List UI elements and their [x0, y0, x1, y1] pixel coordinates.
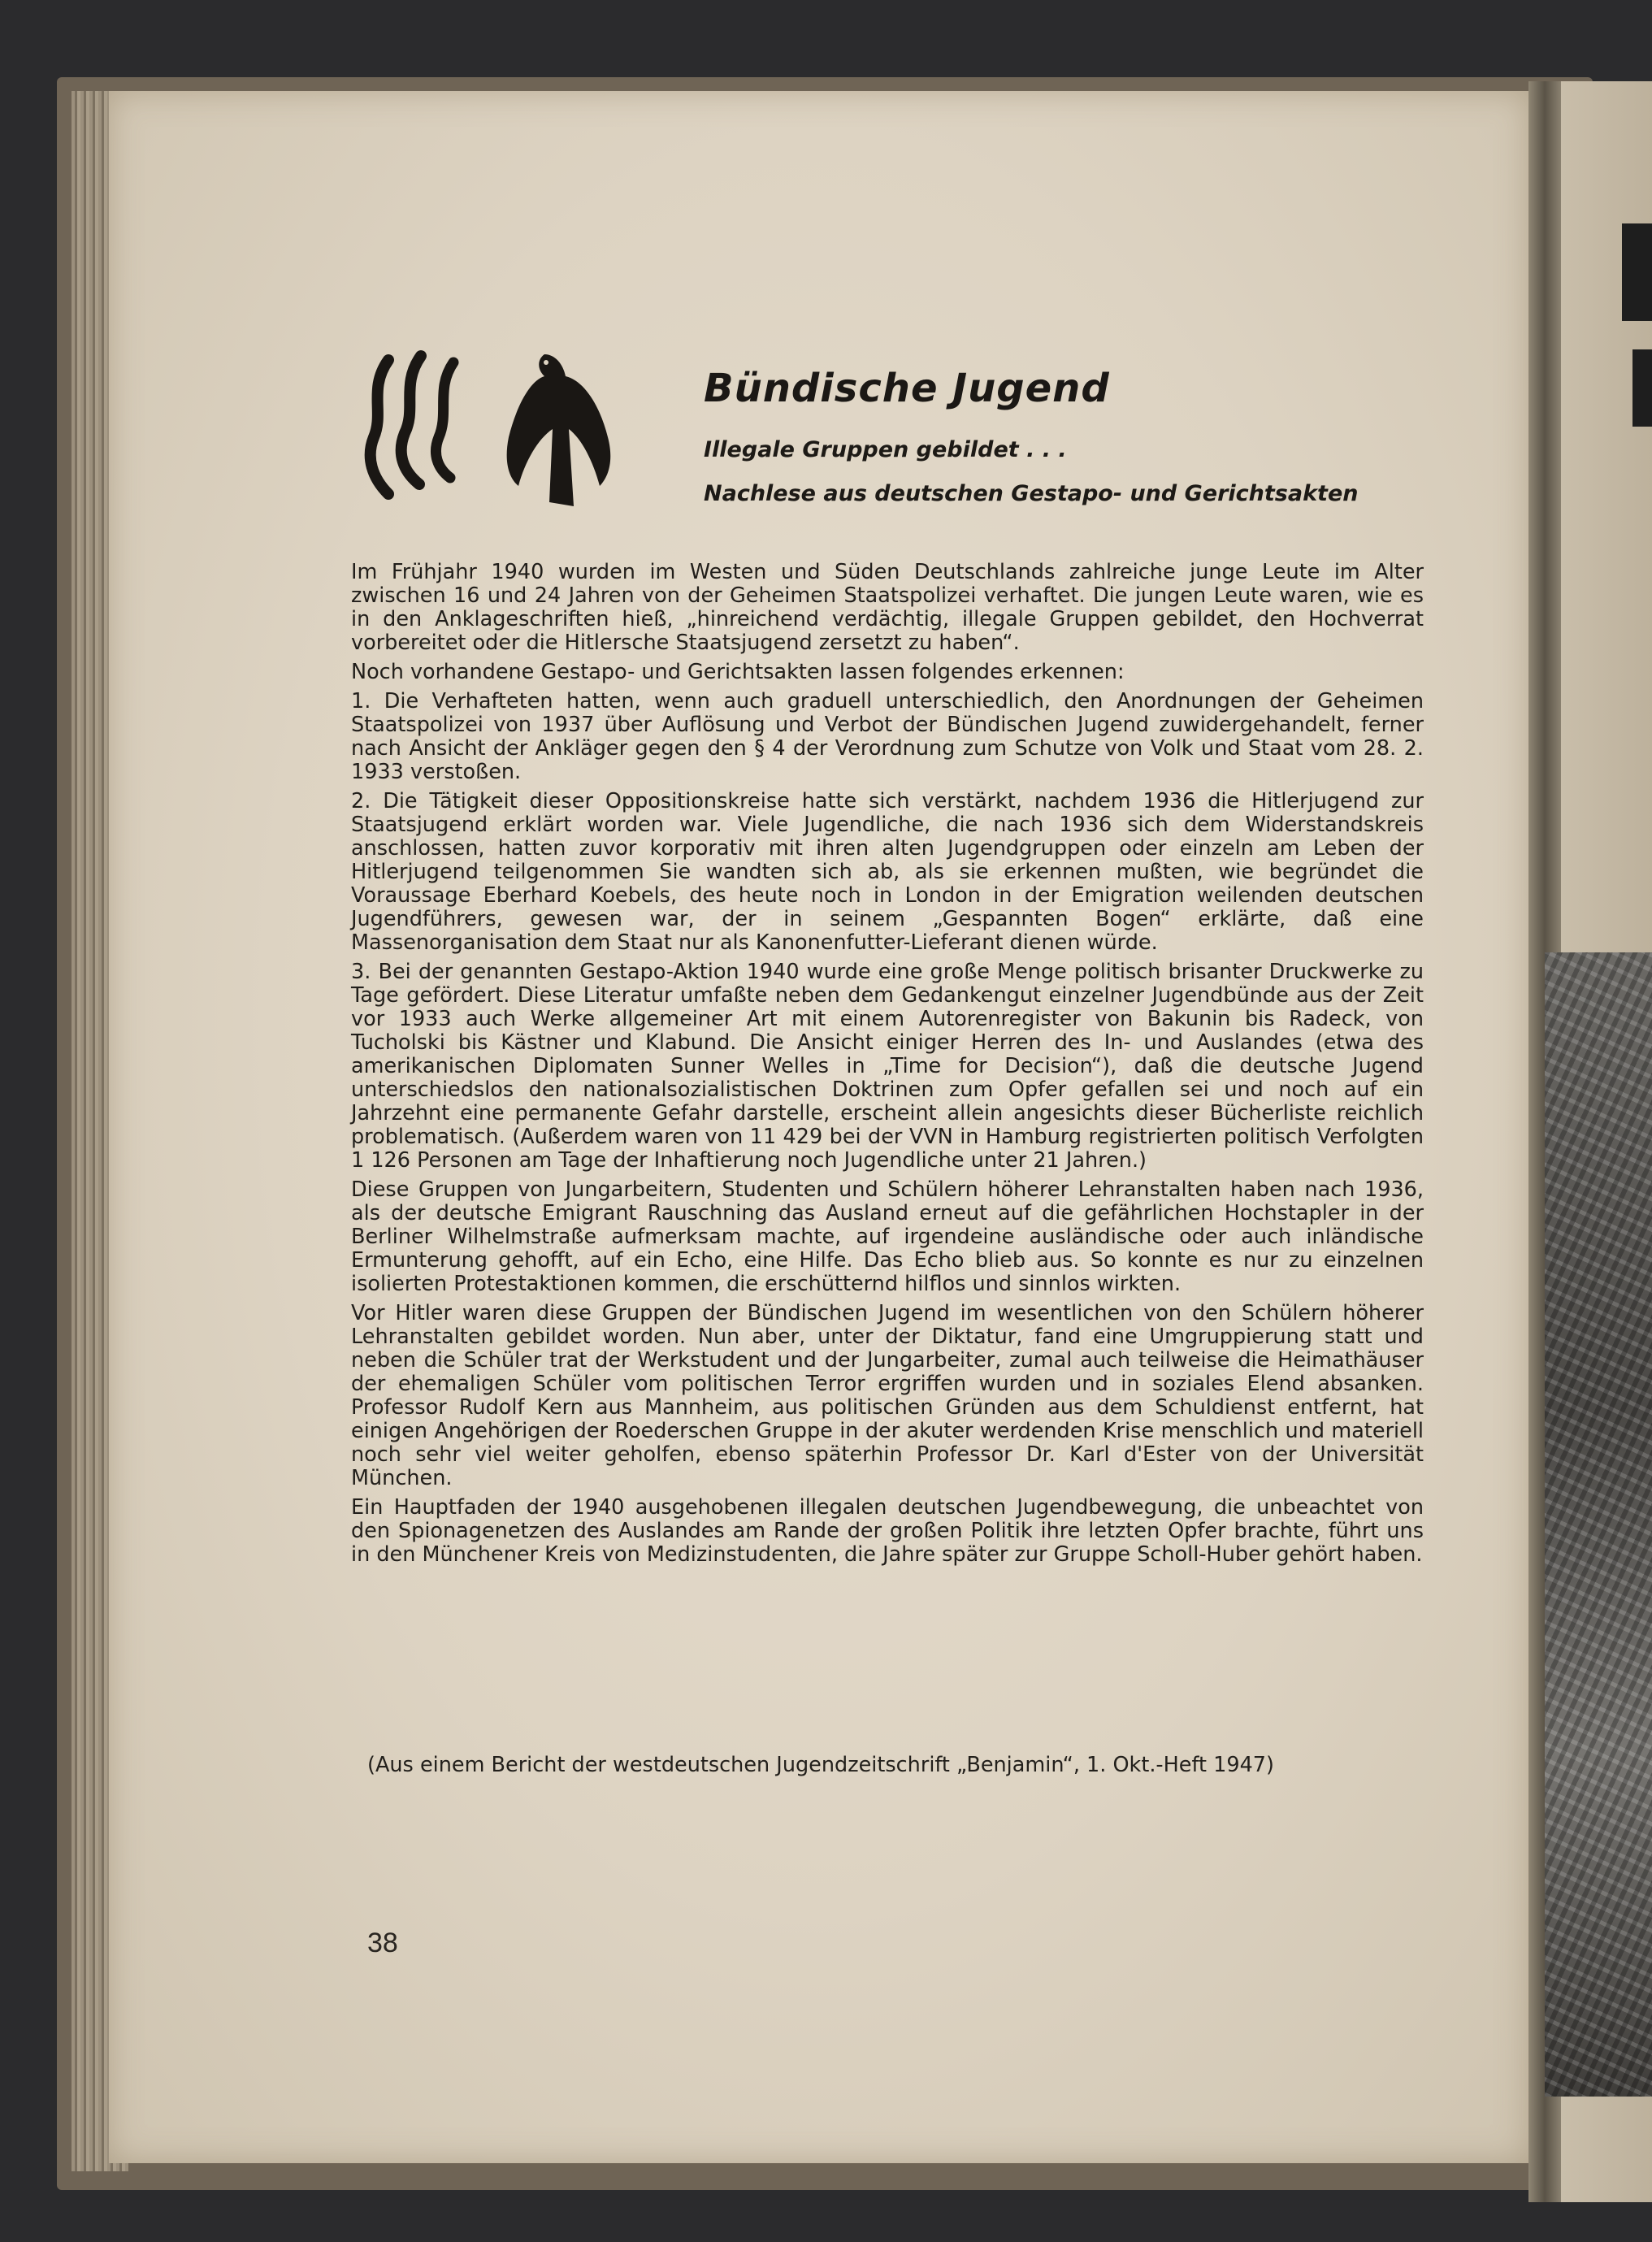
facing-page-heading-fragment-2 — [1632, 349, 1652, 427]
subtitle-source: Nachlese aus deutschen Gestapo- und Gerichtsakten — [704, 481, 1359, 506]
page-title: Bündische Jugend — [704, 366, 1110, 411]
facing-page-heading-fragment — [1622, 223, 1652, 321]
paragraph-before-hitler: Vor Hitler waren diese Gruppen der Bündischen Jugend im wesentlichen von den Schülern höherer Lehranstalten gebildet worden. Nun aber, unter der Diktatur, fand eine Umgruppierung statt und neben die Schüler trat der Werkstudent und der Jungarbeiter, zumal auch teilweise die Heimathäuser der ehemaligen Schüler vom politischen Terror ergriffen wurden und in soziales Elend absanken. Professor Rudolf Kern aus Mannheim, aus politischen Gründen aus dem Schuldienst entfernt, hat einigen Angehörigen der Roederschen Gruppe in der akuter werdenden Krise menschlich und materiell noch sehr viel weiter geholfen, ebenso späterhin Professor Dr. Karl d'Ester von der Universität München. — [351, 1301, 1424, 1490]
paragraph-point-3: 3. Bei der genannten Gestapo-Aktion 1940 wurde eine große Menge politisch brisanter Druckwerke zu Tage gefördert. Diese Literatur umfaßte neben dem Gedankengut einzelner Jugendbünde aus der Zeit vor 1933 auch Werke allgemeiner Art mit einem Autorenregister von Bakunin bis Radeck, von Tucholski bis Kästner und Klabund. Die Ansicht einiger Herren des In- und Auslandes (etwa des amerikanischen Diplomaten Sunner Welles in „Time for Decision“), daß die deutsche Jugend unterschiedslos den nationalsozialistischen Doktrinen zum Opfer gefallen sei und noch auf ein Jahrzehnt eine permanente Gefahr darstelle, erscheint allein angesichts dieser Bücherliste reichlich problematisch. (Außerdem waren von 11 429 bei der VVN in Hamburg registrierten politisch Verfolgten 1 126 Personen am Tage der Inhaftierung noch Jugendliche unter 21 Jahren.) — [351, 960, 1424, 1173]
paragraph-intro: Im Frühjahr 1940 wurden im Westen und Süden Deutschlands zahlreiche junge Leute im Alter zwischen 16 und 24 Jahren von der Geheimen Staatspolizei verhaftet. Die jungen Leute waren, wie es in den Anklageschriften hieß, „hinreichend verdächtig, illegale Gruppen gebildet, den Hochverrat vorbereitet oder die Hitlersche Staatsjugend zersetzt zu haben“. — [351, 560, 1424, 655]
subtitle: Illegale Gruppen gebildet . . . — [704, 437, 1067, 462]
paragraph-groups: Diese Gruppen von Jungarbeitern, Studenten und Schülern höherer Lehranstalten haben nach 1936, als der deutsche Emigrant Rauschning das Ausland erneut auf die gefährlichen Hochstapler in der Berliner Wilhelmstraße aufmerksam machte, auf irgendeine ausländische oder auch inländische Ermunterung gehofft, auf ein Echo, eine Hilfe. Das Echo blieb aus. So konnte es nur zu einzelnen isolierten Protestaktionen kommen, die erschütternd hilflos und sinnlos wirkten. — [351, 1177, 1424, 1296]
paragraph-main-thread: Ein Hauptfaden der 1940 ausgehobenen illegalen deutschen Jugendbewegung, die unbeachtet von den Spionagenetzen des Auslandes am Rande der großen Politik ihre letzten Opfer brachte, führt uns in den Münchener Kreis von Medizinstudenten, die Jahre später zur Gruppe Scholl-Huber gehört haben. — [351, 1495, 1424, 1567]
paragraph-records: Noch vorhandene Gestapo- und Gerichtsakten lassen folgendes erkennen: — [351, 660, 1125, 684]
source-citation: (Aus einem Bericht der westdeutschen Jugendzeitschrift „Benjamin“, 1. Okt.-Heft 1947) — [367, 1753, 1274, 1777]
paragraph-point-2: 2. Die Tätigkeit dieser Oppositionskreise hatte sich verstärkt, nachdem 1936 die Hitlerjugend zur Staatsjugend erklärt worden war. Viele Jugendliche, die nach 1936 sich dem Widerstandskreis anschlossen, hatten zuvor korporativ mit ihren alten Jugendgruppen oder einzeln am Leben der Hitlerjugend teilgenommen Sie wandten sich ab, als sie erkennen mußten, wie begründet die Voraussage Eberhard Koebels, des heute noch in London in der Emigration weilenden deutschen Jugendführers, gewesen war, der in seinem „Gespannten Bogen“ erklärte, daß eine Massenorganisation dem Staat nur als Kanonenfutter-Lieferant dienen würde. — [351, 789, 1424, 955]
paragraph-point-1: 1. Die Verhafteten hatten, wenn auch graduell unterschiedlich, den Anordnungen der Geheimen Staatspolizei von 1937 über Auflösung und Verbot der Bündischen Jugend zuwidergehandelt, ferner nach Ansicht der Ankläger gegen den § 4 der Verordnung zum Schutze von Volk und Staat vom 28. 2. 1933 verstoßen. — [351, 689, 1424, 784]
facing-page-photo — [1545, 952, 1652, 2097]
article-body — [351, 561, 1424, 1572]
page-number: 38 — [367, 1928, 398, 1958]
eagle-with-flames-icon — [364, 348, 632, 510]
